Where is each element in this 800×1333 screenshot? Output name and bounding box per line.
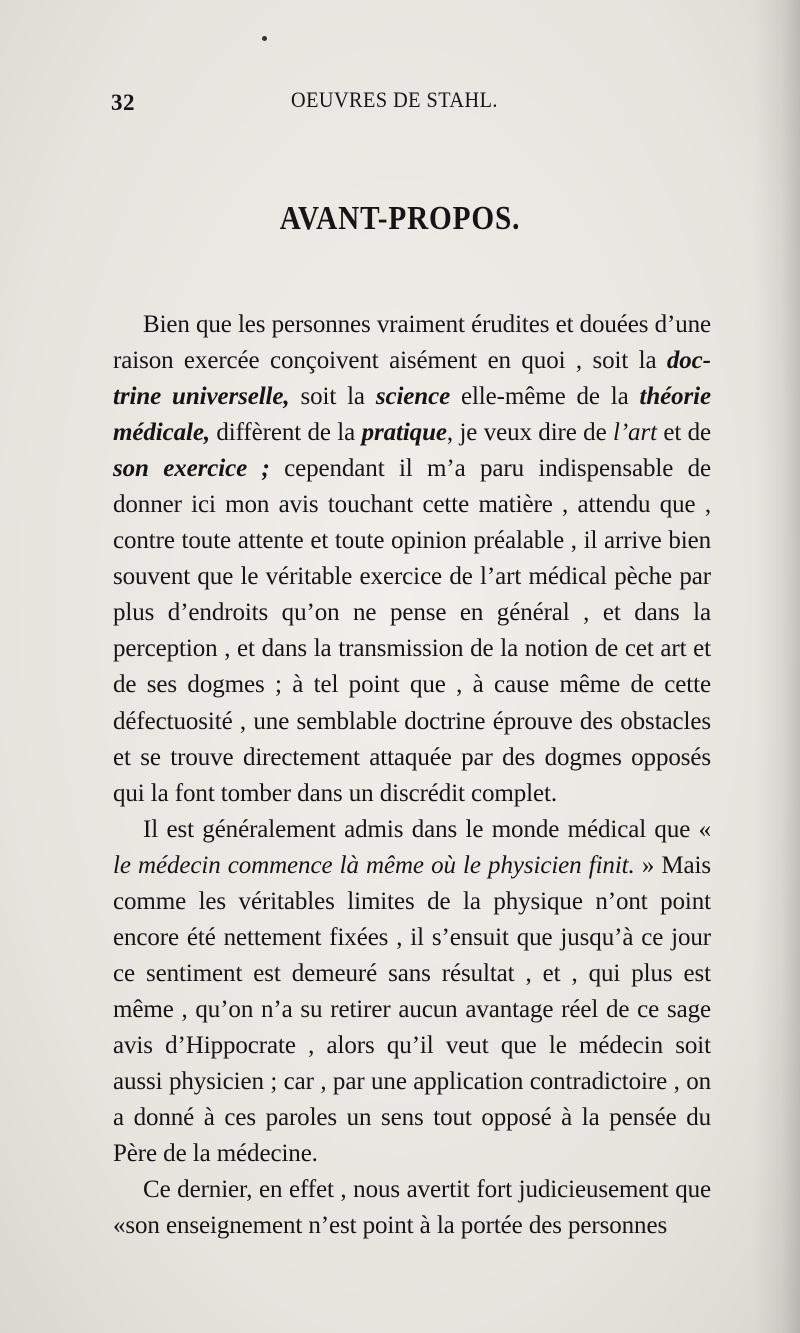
paragraph-2 (113, 812, 711, 1172)
text-run: diffèrent de la (209, 419, 362, 447)
text-run: Bien que les personnes vraiment érudites et douées d’une raison exercée conçoivent aisément en quoi , soit la (113, 311, 711, 375)
section-title: AVANT-PROPOS. (279, 200, 521, 237)
text-run: Il est généralement admis dans le monde médical que « (143, 815, 711, 843)
emphasis-run: l’art (612, 419, 657, 447)
ink-dot (262, 36, 267, 41)
text-run: » Mais comme les véritables limites de la physique n’ont point encore été nettement fixées , il s’ensuit que jusqu’à ce jour ce sentiment est demeuré sans résultat , et , qui plus est même , qu’on n’a su retirer aucun avantage réel de ce sage avis d’Hippocrate , alors qu’il veut que le médecin soit aussi physicien ; car , par une application contradictoire , on a donné à ces paroles un sens tout opposé à la pensée du Père de la médecine. (113, 851, 711, 1168)
text-run: elle-même de la (450, 383, 640, 411)
emphasis-run: son exercice ; (113, 455, 270, 483)
text-run: cependant il m’a paru indispensable de donner ici mon avis touchant cette matière , attendu que , contre toute attente et toute opinion préalable , il arrive bien souvent que le véritable exercice de l’art médical pèche par plus d’endroits qu’on ne pense en général , et dans la perception , et dans la transmission de la notion de cet art et de ses dogmes ; à tel point que , à cause même de cette défectuosité , une semblable doctrine éprouve des obstacles et se trouve directement attaquée par des dogmes opposés qui la font tomber dans un discrédit complet. (113, 455, 711, 807)
text-run: soit la (289, 383, 376, 411)
body-text (113, 307, 711, 1244)
emphasis-run: pratique (361, 419, 447, 447)
paragraph-3 (113, 1172, 711, 1244)
page-number: 32 (111, 90, 135, 115)
text-run: , je veux dire de (446, 419, 613, 447)
emphasis-run: science (375, 383, 451, 411)
paragraph-1 (113, 307, 711, 812)
text-run: et de (656, 419, 711, 447)
running-head: OEUVRES DE STAHL. (291, 87, 498, 112)
emphasis-run: doctrine universelle, (113, 347, 711, 411)
text-run: Ce dernier, en effet , nous avertit fort judicieusement que «son enseignement n’est point à la portée des personnes (113, 1176, 711, 1240)
emphasis-run: théorie médicale, (113, 383, 712, 447)
emphasis-run: le médecin commence là même où le physicien finit. (113, 851, 635, 879)
